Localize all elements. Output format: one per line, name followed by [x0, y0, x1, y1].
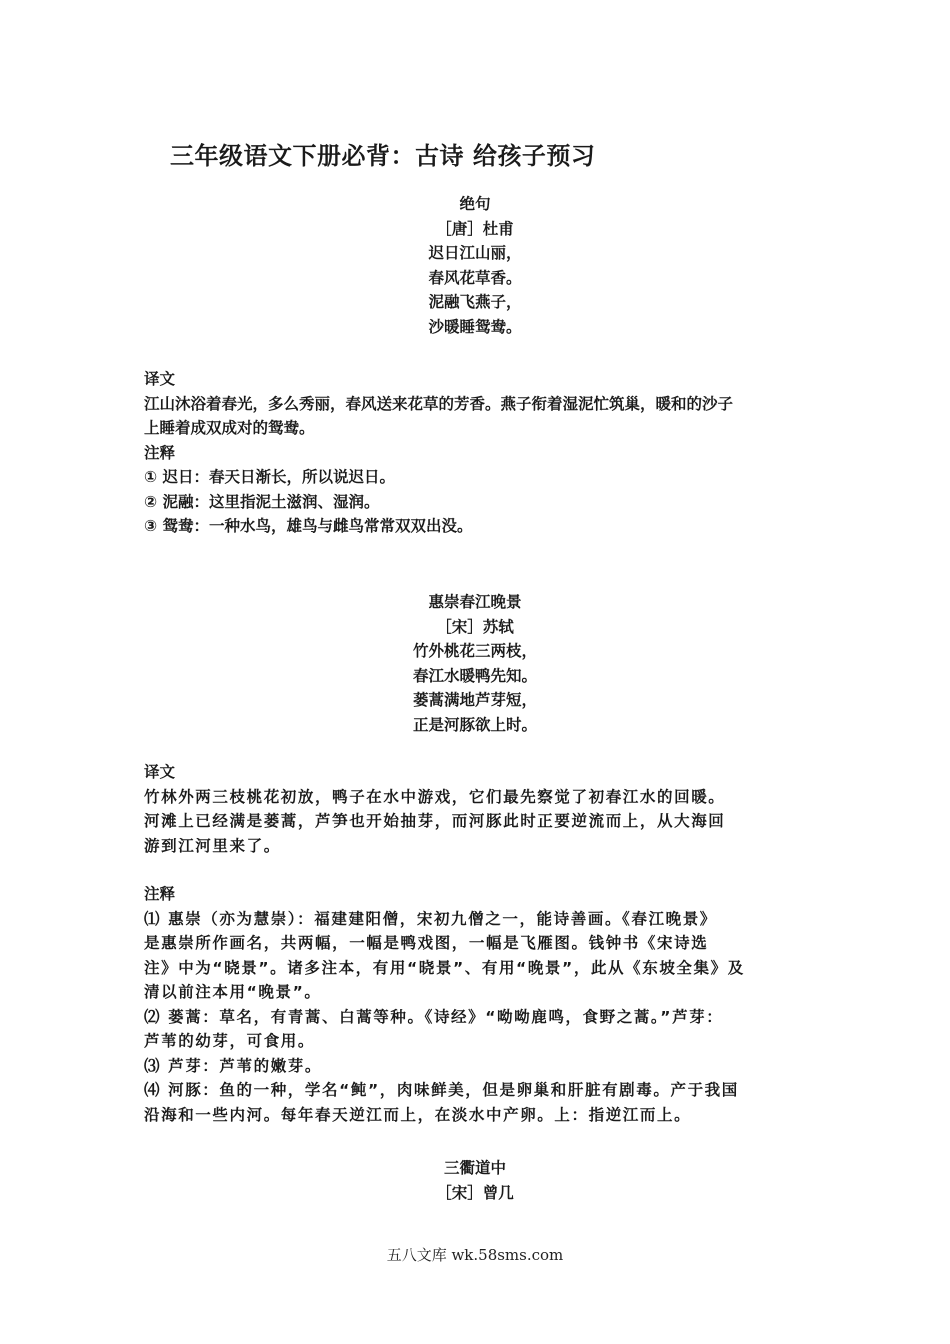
poem-title: 绝句: [459, 195, 491, 213]
note-item: 注》中为“晓景”。诸多注本，有用“晓景”、有用“晚景”，此从《东坡全集》及: [144, 958, 745, 977]
translation-text: 河滩上已经满是蒌蒿，芦笋也开始抽芽，而河豚此时正要逆流而上，从大海回: [144, 812, 726, 830]
note-item: 沿海和一些内河。每年春天逆江而上，在淡水中产卵。上：指逆江而上。: [144, 1105, 692, 1124]
note-item: ② 泥融：这里指泥土滋润、湿润。: [144, 492, 380, 511]
note-item: ③ 鸳鸯：一种水鸟，雄鸟与雌鸟常常双双出没。: [144, 517, 473, 535]
note-item: 芦苇的幼芽，可食用。: [144, 1032, 316, 1050]
poem-sanqu: [0, 1156, 950, 1205]
footer-watermark: 五八文库 wk.58sms.com: [386, 1246, 564, 1264]
translation-text: 上睡着成双成对的鸳鸯。: [144, 419, 315, 437]
poem-title: 惠崇春江晚景: [428, 593, 522, 611]
poem-huichong: [0, 590, 950, 737]
poem-author: ［宋］曾几: [436, 1183, 514, 1202]
page-title: 三年级语文下册必背：古诗 给孩子预习: [170, 142, 596, 170]
poem-line: 蒌蒿满地芦芽短，: [412, 691, 537, 709]
note-item: 是惠崇所作画名，共两幅，一幅是鸭戏图，一幅是飞雁图。钱钟书《宋诗选: [144, 934, 709, 952]
poem-line: 正是河豚欲上时。: [412, 715, 537, 734]
poem-huichong-notes: [144, 882, 814, 1127]
poem-line: 竹外桃花三两枝，: [412, 642, 537, 660]
poem-huichong-translation: [144, 760, 814, 858]
poem-line: 春江水暖鸭先知。: [412, 666, 537, 685]
note-item: ⑵ 蒌蒿：草名，有青蒿、白蒿等种。《诗经》“呦呦鹿鸣，食野之蒿。”芦芽：: [144, 1007, 724, 1026]
translation-heading: 译文: [144, 370, 176, 388]
translation-text: 江山沐浴着春光，多么秀丽，春风送来花草的芳香。燕子衔着湿泥忙筑巢，暖和的沙子: [144, 394, 734, 413]
note-item: ⑶ 芦芽：芦苇的嫩芽。: [144, 1056, 322, 1075]
translation-text: 竹林外两三枝桃花初放，鸭子在水中游戏，它们最先察觉了初春江水的回暖。: [144, 787, 726, 806]
note-item: ⑴ 惠崇（亦为慧崇）：福建建阳僧，宋初九僧之一，能诗善画。《春江晚景》: [144, 909, 717, 928]
poem-author: ［唐］杜甫: [436, 219, 514, 238]
note-item: ① 迟日：春天日渐长，所以说迟日。: [144, 468, 396, 486]
poem-line: 沙暖睡鸳鸯。: [428, 317, 522, 336]
notes-heading: 注释: [144, 885, 176, 903]
translation-heading: 译文: [144, 763, 176, 781]
note-item: ⑷ 河豚：鱼的一种，学名“鲀”，肉味鲜美，但是卵巢和肝脏有剧毒。产于我国: [144, 1081, 739, 1099]
poem-line: 迟日江山丽，: [428, 244, 522, 262]
note-item: 清以前注本用“晚景”。: [144, 983, 322, 1001]
poem-line: 春风花草香。: [428, 268, 522, 287]
notes-heading: 注释: [144, 443, 176, 462]
poem-jueju: [0, 192, 950, 339]
poem-title: 三衢道中: [443, 1159, 506, 1177]
translation-text: 游到江河里来了。: [144, 836, 281, 855]
poem-author: ［宋］苏轼: [436, 617, 514, 636]
poem-jueju-commentary: [144, 367, 814, 539]
poem-line: 泥融飞燕子，: [428, 293, 522, 311]
